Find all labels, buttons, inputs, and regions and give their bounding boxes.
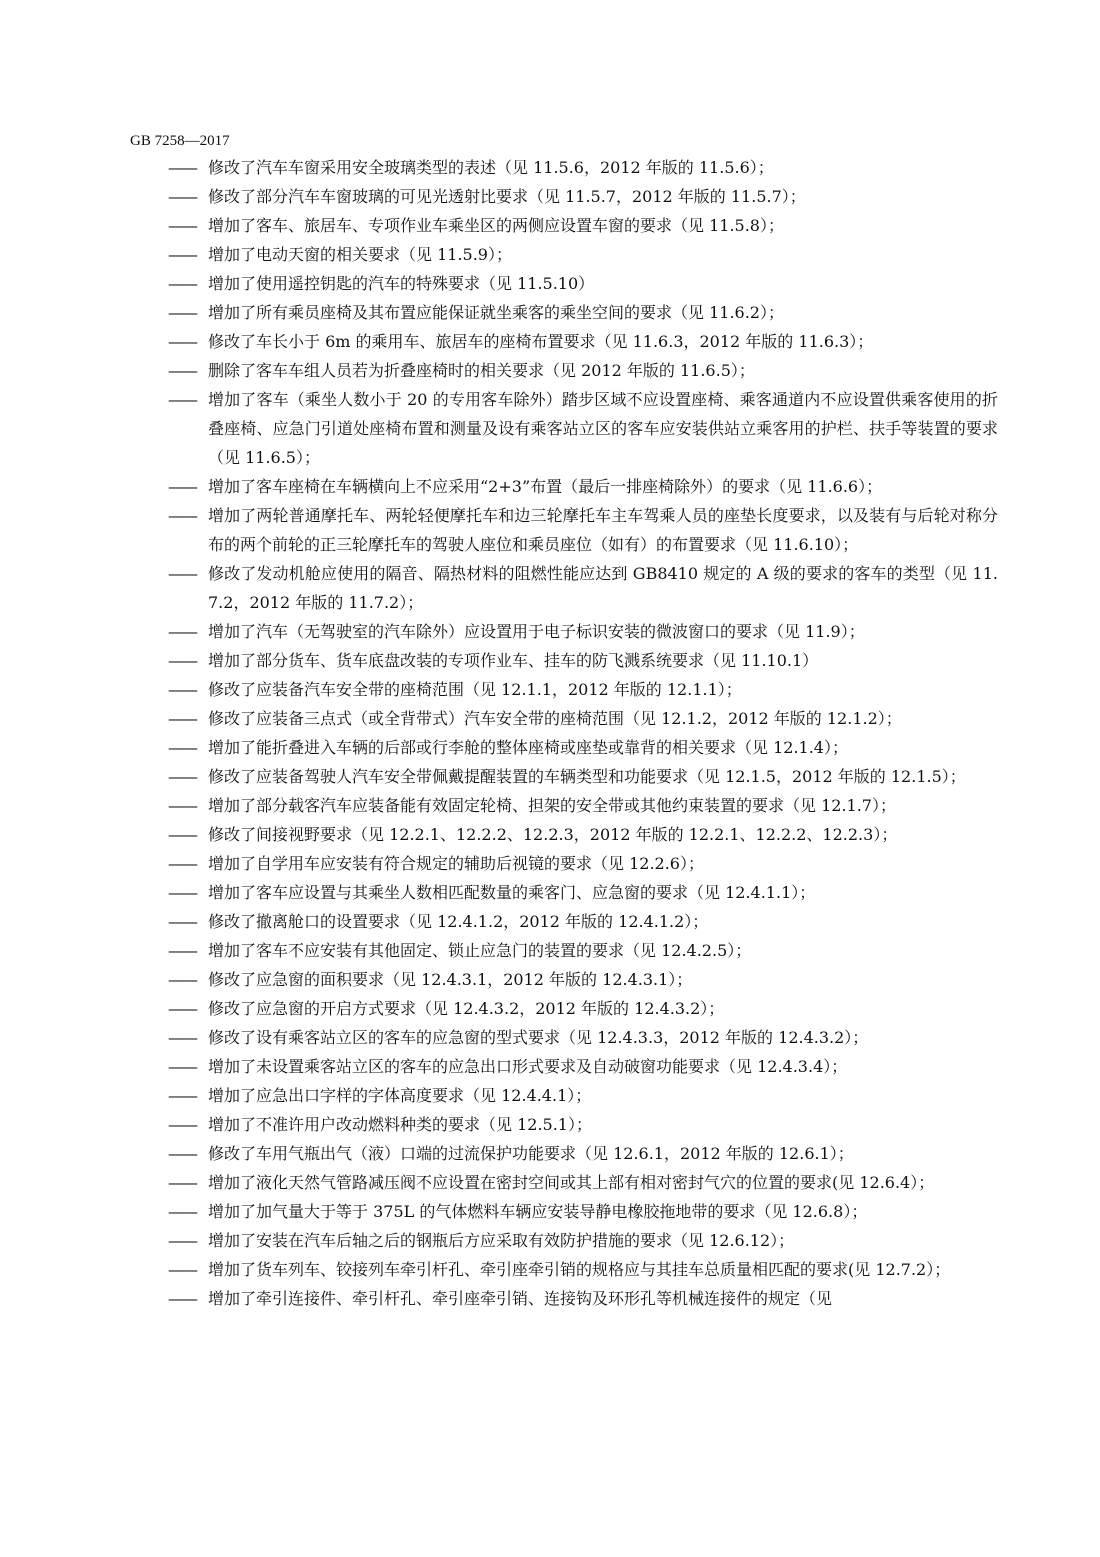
list-item [168, 1052, 998, 1081]
list-item [168, 1023, 998, 1052]
list-item-text: 增加了部分货车、货车底盘改装的专项作业车、挂车的防飞溅系统要求（见 11.10.1） [208, 651, 819, 670]
list-item [168, 211, 998, 240]
list-item-text: 增加了液化天然气管路减压阀不应设置在密封空间或其上部有相对密封气穴的位置的要求(见 12.6.4）； [208, 1173, 935, 1192]
list-item [168, 269, 998, 298]
list-item [168, 646, 998, 675]
dash-marker: —— [168, 796, 196, 815]
list-item-text: 修改了应急窗的面积要求（见 12.4.3.1，2012 年版的 12.4.3.1）； [208, 970, 693, 989]
list-item-text: 修改了应装备汽车安全带的座椅范围（见 12.1.1，2012 年版的 12.1.1）； [208, 680, 742, 699]
list-item-text: 增加了使用遥控钥匙的汽车的特殊要求（见 11.5.10） [208, 274, 595, 293]
list-item [168, 704, 998, 733]
list-item [168, 1226, 998, 1255]
list-item [168, 1168, 998, 1197]
dash-marker: —— [168, 767, 196, 786]
dash-marker: —— [168, 651, 196, 670]
list-item-text: 增加了汽车（无驾驶室的汽车除外）应设置用于电子标识安装的微波窗口的要求（见 11.9）； [208, 622, 865, 641]
dash-marker: —— [168, 187, 196, 206]
list-item [168, 559, 998, 617]
list-item [168, 472, 998, 501]
dash-marker: —— [168, 216, 196, 235]
dash-marker: —— [168, 709, 196, 728]
list-item [168, 1255, 998, 1284]
dash-marker: —— [168, 970, 196, 989]
list-item-text: 增加了安装在汽车后轴之后的钢瓶后方应采取有效防护措施的要求（见 12.6.12）； [208, 1231, 795, 1250]
dash-marker: —— [168, 245, 196, 264]
list-item-text: 删除了客车车组人员若为折叠座椅时的相关要求（见 2012 年版的 11.6.5）； [208, 361, 755, 380]
dash-marker: —— [168, 361, 196, 380]
list-item [168, 675, 998, 704]
dash-marker: —— [168, 1115, 196, 1134]
list-item [168, 849, 998, 878]
dash-marker: —— [168, 883, 196, 902]
dash-marker: —— [168, 738, 196, 757]
list-item [168, 356, 998, 385]
dash-marker: —— [168, 680, 196, 699]
list-item-text: 修改了应急窗的开启方式要求（见 12.4.3.2，2012 年版的 12.4.3.2）； [208, 999, 725, 1018]
dash-marker: —— [168, 506, 196, 525]
dash-marker: —— [168, 332, 196, 351]
dash-marker: —— [168, 1173, 196, 1192]
list-item [168, 733, 998, 762]
dash-marker: —— [168, 622, 196, 641]
dash-marker: —— [168, 477, 196, 496]
list-item [168, 1139, 998, 1168]
list-item-text: 修改了应装备三点式（或全背带式）汽车安全带的座椅范围（见 12.1.2，2012 年版的 12.1.2）； [208, 709, 902, 728]
list-item-text: 增加了客车不应安装有其他固定、锁止应急门的装置的要求（见 12.4.2.5）； [208, 941, 752, 960]
list-item-text: 修改了车长小于 6m 的乘用车、旅居车的座椅布置要求（见 11.6.3，2012 年版的 11.6.3）； [208, 332, 874, 351]
list-item-text: 增加了客车座椅在车辆横向上不应采用“2+3”布置（最后一排座椅除外）的要求（见 11.6.6）； [208, 477, 883, 496]
list-item-text: 修改了撤离舱口的设置要求（见 12.4.1.2，2012 年版的 12.4.1.2）； [208, 912, 709, 931]
list-item-text: 修改了设有乘客站立区的客车的应急窗的型式要求（见 12.4.3.3，2012 年版的 12.4.3.2）； [208, 1028, 869, 1047]
dash-marker: —— [168, 158, 196, 177]
list-item [168, 965, 998, 994]
list-item [168, 327, 998, 356]
list-item-text: 增加了能折叠进入车辆的后部或行李舱的整体座椅或座垫或靠背的相关要求（见 12.1.4）； [208, 738, 848, 757]
list-item [168, 240, 998, 269]
list-item [168, 617, 998, 646]
dash-marker: —— [168, 941, 196, 960]
dash-marker: —— [168, 912, 196, 931]
list-item [168, 385, 998, 472]
list-item [168, 1284, 998, 1313]
change-list [168, 153, 998, 1313]
list-item [168, 182, 998, 211]
dash-marker: —— [168, 1231, 196, 1250]
list-item [168, 298, 998, 327]
list-item [168, 1197, 998, 1226]
list-item [168, 878, 998, 907]
dash-marker: —— [168, 999, 196, 1018]
document-header-id: GB 7258—2017 [130, 133, 230, 149]
list-item-text: 增加了加气量大于等于 375L 的气体燃料车辆应安装导静电橡胶拖地带的要求（见 12.6.8）； [208, 1202, 868, 1221]
list-item [168, 1110, 998, 1139]
dash-marker: —— [168, 854, 196, 873]
list-item [168, 994, 998, 1023]
list-item-text: 增加了客车应设置与其乘坐人数相匹配数量的乘客门、应急窗的要求（见 12.4.1.1）； [208, 883, 816, 902]
dash-marker: —— [168, 825, 196, 844]
dash-marker: —— [168, 1086, 196, 1105]
list-item-text: 修改了部分汽车车窗玻璃的可见光透射比要求（见 11.5.7，2012 年版的 11.5.7）； [208, 187, 806, 206]
list-item [168, 907, 998, 936]
dash-marker: —— [168, 1289, 196, 1308]
dash-marker: —— [168, 1144, 196, 1163]
list-item-text: 修改了发动机舱应使用的隔音、隔热材料的阻燃性能应达到 GB8410 规定的 A 级的要求的客车的类型（见 11.7.2，2012 年版的 11.7.2）； [208, 564, 998, 612]
list-item-text: 增加了电动天窗的相关要求（见 11.5.9）； [208, 245, 512, 264]
list-item [168, 936, 998, 965]
dash-marker: —— [168, 1260, 196, 1279]
list-item-text: 增加了客车（乘坐人数小于 20 的专用客车除外）踏步区域不应设置座椅、乘客通道内不应设置供乘客使用的折叠座椅、应急门引道处座椅布置和测量及设有乘客站立区的客车应安装供站立乘客用的护栏、扶手等装置的要求（见 11.6.5）； [208, 390, 998, 467]
dash-marker: —— [168, 1057, 196, 1076]
list-item-text: 增加了客车、旅居车、专项作业车乘坐区的两侧应设置车窗的要求（见 11.5.8）； [208, 216, 784, 235]
dash-marker: —— [168, 564, 196, 583]
list-item [168, 1081, 998, 1110]
list-item [168, 762, 998, 791]
list-item [168, 153, 998, 182]
list-item-text: 增加了部分载客汽车应装备能有效固定轮椅、担架的安全带或其他约束装置的要求（见 12.1.7）； [208, 796, 896, 815]
dash-marker: —— [168, 1028, 196, 1047]
list-item [168, 791, 998, 820]
list-item [168, 820, 998, 849]
list-item-text: 增加了不准许用户改动燃料种类的要求（见 12.5.1）； [208, 1115, 592, 1134]
list-item-text: 修改了车用气瓶出气（液）口端的过流保护功能要求（见 12.6.1，2012 年版的 12.6.1）； [208, 1144, 854, 1163]
dash-marker: —— [168, 274, 196, 293]
dash-marker: —— [168, 1202, 196, 1221]
dash-marker: —— [168, 303, 196, 322]
list-item-text: 修改了应装备驾驶人汽车安全带佩戴提醒装置的车辆类型和功能要求（见 12.1.5，2012 年版的 12.1.5）； [208, 767, 966, 786]
list-item-text: 增加了未设置乘客站立区的客车的应急出口形式要求及自动破窗功能要求（见 12.4.3.4）； [208, 1057, 848, 1076]
dash-marker: —— [168, 390, 196, 409]
list-item-text: 修改了间接视野要求（见 12.2.1、12.2.2、12.2.3，2012 年版的 12.2.1、12.2.2、12.2.3）； [208, 825, 898, 844]
list-item-text: 增加了货车列车、铰接列车牵引杆孔、牵引座牵引销的规格应与其挂车总质量相匹配的要求(见 12.7.2）； [208, 1260, 951, 1279]
list-item [168, 501, 998, 559]
list-item-text: 增加了应急出口字样的字体高度要求（见 12.4.4.1）； [208, 1086, 592, 1105]
list-item-text: 增加了所有乘员座椅及其布置应能保证就坐乘客的乘坐空间的要求（见 11.6.2）； [208, 303, 784, 322]
list-item-text: 增加了自学用车应安装有符合规定的辅助后视镜的要求（见 12.2.6）； [208, 854, 704, 873]
list-item-text: 增加了牵引连接件、牵引杆孔、牵引座牵引销、连接钩及环形孔等机械连接件的规定（见 [208, 1289, 833, 1308]
list-item-text: 修改了汽车车窗采用安全玻璃类型的表述（见 11.5.6，2012 年版的 11.5.6）； [208, 158, 774, 177]
list-item-text: 增加了两轮普通摩托车、两轮轻便摩托车和边三轮摩托车主车驾乘人员的座垫长度要求，以及装有与后轮对称分布的两个前轮的正三轮摩托车的驾驶人座位和乘员座位（如有）的布置要求（见 11.6.10）； [208, 506, 998, 554]
